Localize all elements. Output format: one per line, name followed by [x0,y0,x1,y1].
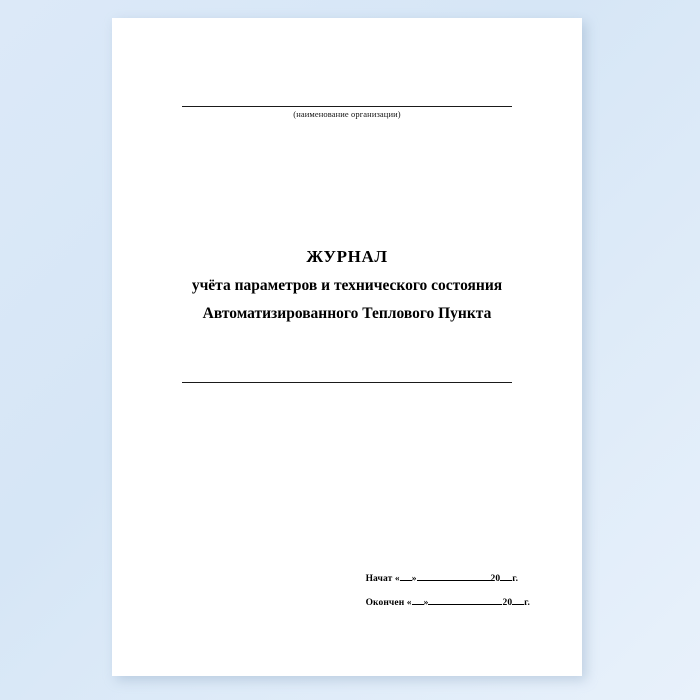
document-title-block [112,246,582,326]
document-subtitle-line-1: учёта параметров и технического состояния [191,276,503,294]
started-year-suffix: г. [512,574,519,584]
middle-rule-line [182,381,512,383]
finished-day-blank [412,595,424,605]
finished-year-suffix: г. [524,598,530,608]
middle-rule [112,370,582,388]
organization-name-caption: (наименование организации) [293,109,401,119]
finished-month-blank [428,595,502,605]
started-date-line [366,571,530,584]
document-page [112,18,582,676]
document-footer [366,571,530,608]
finished-year-blank [512,595,524,605]
started-month-blank [417,571,491,581]
started-year: 20 [490,574,501,584]
page-title: ЖУРНАЛ [306,247,388,266]
finished-date-line [366,595,530,608]
started-label: Начат « [365,574,400,584]
started-year-blank [500,571,512,581]
organization-name-rule [182,96,512,107]
finished-label: Окончен « [365,598,412,608]
finished-year: 20 [502,598,513,608]
document-subtitle-line-2: Автоматизированного Теплового Пункта [202,305,492,323]
started-quote-close: » [411,574,417,584]
started-day-blank [400,571,412,581]
organization-name-block [112,96,582,119]
finished-quote-close: » [423,598,429,608]
